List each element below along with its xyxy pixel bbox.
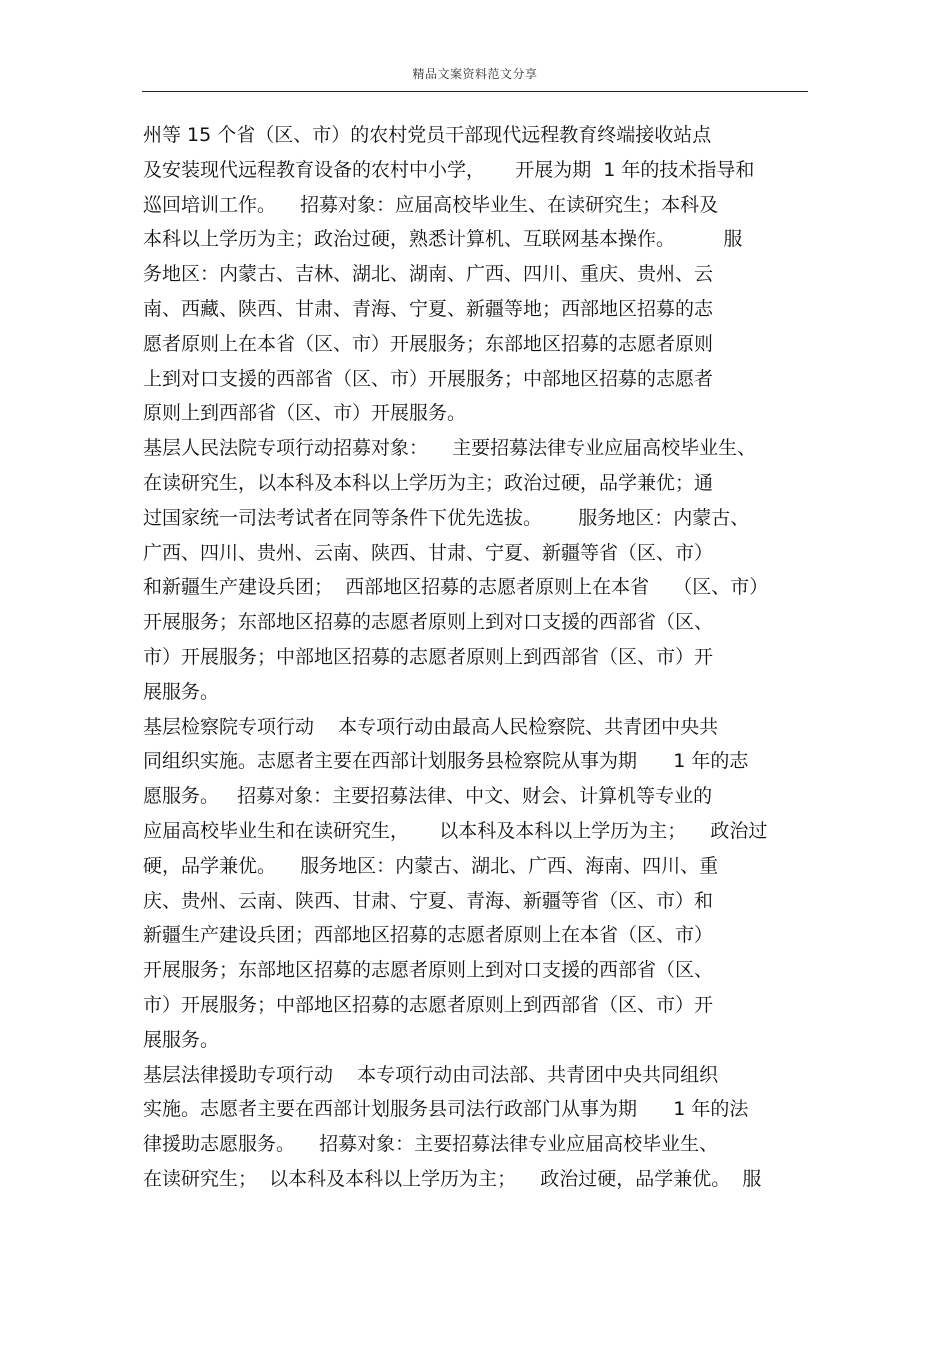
text-line: 州等 15 个省（区、市）的农村党员干部现代远程教育终端接收站点 [143, 124, 712, 146]
text-line: 基层检察院专项行动 本专项行动由最高人民检察院、共青团中央共 [143, 715, 719, 738]
text-line: 在读研究生； 以本科及本科以上学历为主； 政治过硬，品学兼优。 服 [143, 1167, 762, 1190]
text-line: 原则上到西部省（区、市）开展服务。 [143, 402, 467, 425]
text-line: 开展服务；东部地区招募的志愿者原则上到对口支援的西部省（区、 [143, 611, 714, 634]
text-line: 南、西藏、陕西、甘肃、青海、宁夏、新疆等地；西部地区招募的志 [143, 297, 714, 320]
text-line: 基层人民法院专项行动招募对象： 主要招募法律专业应届高校毕业生、 [143, 437, 757, 460]
text-line: 硬，品学兼优。 服务地区：内蒙古、湖北、广西、海南、四川、重 [143, 854, 719, 877]
text-line: 在读研究生，以本科及本科以上学历为主；政治过硬，品学兼优；通 [143, 471, 714, 494]
text-line: 市）开展服务；中部地区招募的志愿者原则上到西部省（区、市）开 [143, 993, 714, 1016]
text-line: 基层法律援助专项行动 本专项行动由司法部、共青团中央共同组织 [143, 1063, 719, 1086]
text-line: 开展服务；东部地区招募的志愿者原则上到对口支援的西部省（区、 [143, 959, 714, 982]
text-line: 巡回培训工作。 招募对象：应届高校毕业生、在读研究生；本科及 [143, 193, 719, 216]
page-header [0, 66, 950, 82]
text-line: 同组织实施。志愿者主要在西部计划服务县检察院从事为期 1 年的志 [143, 750, 749, 773]
text-line: 应届高校毕业生和在读研究生， 以本科及本科以上学历为主； 政治过 [143, 819, 768, 842]
text-line: 庆、贵州、云南、陕西、甘肃、宁夏、青海、新疆等省（区、市）和 [143, 889, 714, 912]
text-line: 实施。志愿者主要在西部计划服务县司法行政部门从事为期 1 年的法 [143, 1098, 749, 1121]
text-line: 务地区：内蒙古、吉林、湖北、湖南、广西、四川、重庆、贵州、云 [143, 263, 714, 286]
header-title: 精品文案资料范文分享 [412, 67, 538, 81]
text-line: 和新疆生产建设兵团； 西部地区招募的志愿者原则上在本省 （区、市） [143, 576, 769, 599]
text-line: 市）开展服务；中部地区招募的志愿者原则上到西部省（区、市）开 [143, 645, 714, 668]
text-line: 过国家统一司法考试者在同等条件下优先选拔。 服务地区：内蒙古、 [143, 506, 750, 529]
text-line: 广西、四川、贵州、云南、陕西、甘肃、宁夏、新疆等省（区、市） [143, 541, 714, 564]
text-line: 展服务。 [143, 1028, 220, 1051]
document-body [143, 118, 823, 1197]
text-line: 上到对口支援的西部省（区、市）开展服务；中部地区招募的志愿者 [143, 367, 714, 390]
header-divider [142, 91, 808, 92]
text-line: 律援助志愿服务。 招募对象：主要招募法律专业应届高校毕业生、 [143, 1133, 719, 1156]
text-line: 新疆生产建设兵团；西部地区招募的志愿者原则上在本省（区、市） [143, 924, 714, 947]
text-line: 愿服务。 招募对象：主要招募法律、中文、财会、计算机等专业的 [143, 785, 713, 808]
text-line: 及安装现代远程教育设备的农村中小学， 开展为期 1 年的技术指导和 [143, 158, 755, 181]
text-line: 愿者原则上在本省（区、市）开展服务；东部地区招募的志愿者原则 [143, 332, 714, 355]
text-line: 本科以上学历为主；政治过硬，熟悉计算机、互联网基本操作。 服 [143, 228, 743, 251]
text-line: 展服务。 [143, 680, 220, 703]
